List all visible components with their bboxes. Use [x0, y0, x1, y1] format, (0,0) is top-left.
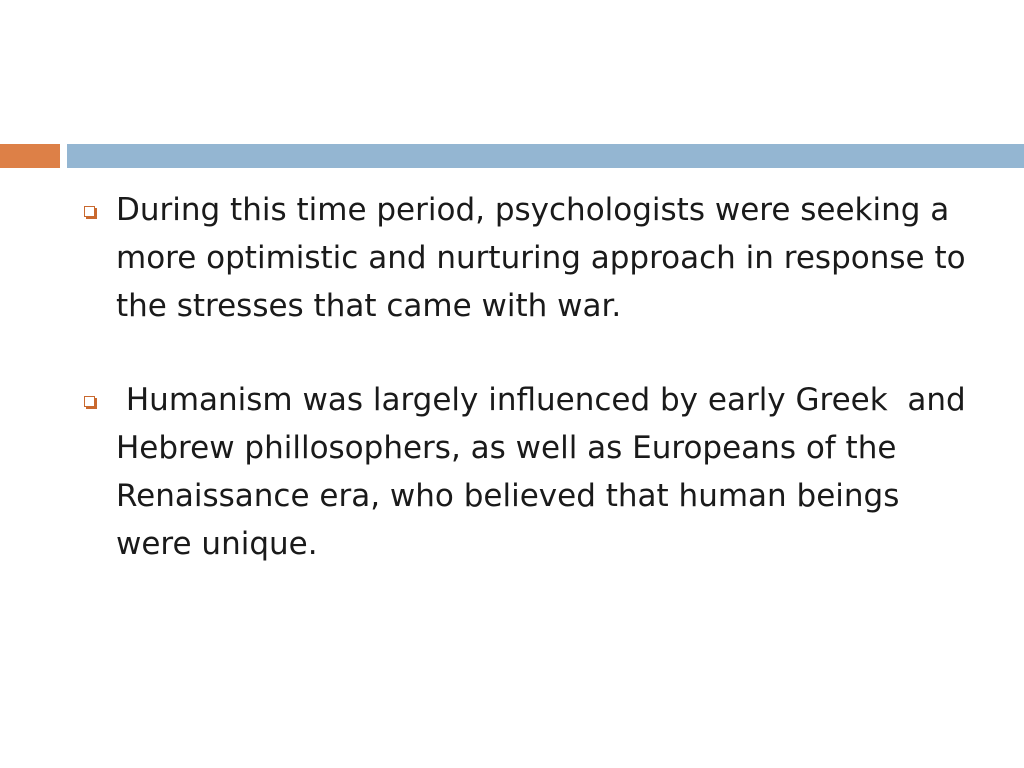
- bullet-text: During this time period, psychologists were seeking a more optimistic and nurturing approach in response to the stresses that came with war.: [116, 192, 976, 324]
- accent-bar-orange: [0, 144, 60, 168]
- square-bullet-icon: [84, 396, 95, 407]
- bullet-item: [80, 376, 980, 568]
- bullet-list: [80, 186, 980, 568]
- bullet-text: Humanism was largely influenced by early Greek and Hebrew phillosophers, as well as Europeans of the Renaissance era, who believed that human beings were unique.: [116, 382, 976, 562]
- square-bullet-icon: [84, 206, 95, 217]
- accent-bar-blue: [67, 144, 1024, 168]
- bullet-item: [80, 186, 980, 330]
